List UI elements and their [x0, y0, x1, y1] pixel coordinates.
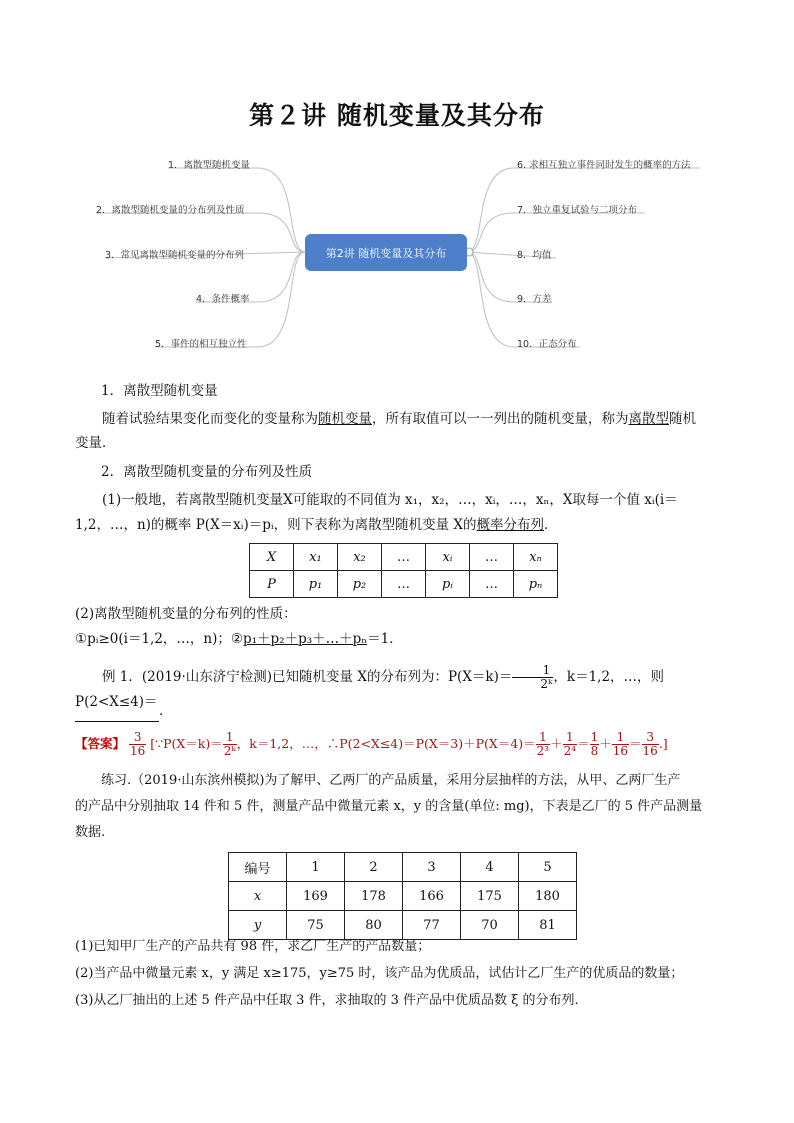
exercise-line-3: 数据. — [75, 825, 106, 840]
answer-line: 【答案】 $\frac{3}{16}$ [∵P(X＝k)＝ $\frac{1}{\text{2ᵏ}}$ ，k＝1,2，…，∴P(2<X≤4)＝P(X＝3)＋P(X＝4)＝ $\frac{1}{\text{2³}}$ ＋ $\frac{1}{\text{2⁴}}$ ＝ $\frac{1}{8}$ ＋ $\frac{1}{16}$ ＝ $\frac{3}{16}$ .] — [75, 730, 668, 758]
fraction: $\frac{1}{8}$ — [590, 730, 599, 758]
example-1: 例 1．(2019·山东济宁检测)已知随机变量 X的分布列为：P(X＝k)＝ $\frac{1}{\text{2ᵏ}}$ ，k＝1,2，…，则 P(2<X≤4)＝ — [75, 663, 665, 710]
mindmap-node-left-2: 2．离散型随机变量的分布列及性质 — [96, 205, 245, 216]
table-cell: 5 — [519, 853, 577, 882]
table-cell: 3 — [403, 853, 461, 882]
mindmap-node-left-1: 1．离散型随机变量 — [168, 160, 251, 171]
mindmap-node-left-4: 4．条件概率 — [196, 294, 250, 305]
question-2: (2)当产品中微量元素 x，y 满足 x≥175，y≥75 时，该产品为优质品，试估计乙厂生产的优质品的数量； — [75, 966, 684, 981]
section-2-p1: (1)一般地，若离散型随机变量X可能取的不同值为 x₁，x₂，…，xᵢ，…，xₙ，X取每一个值 xᵢ(i＝ — [102, 492, 678, 508]
mindmap-node-right-7: 7．独立重复试验与二项分布 — [517, 205, 638, 216]
table-cell: pₙ — [514, 571, 558, 598]
table-row — [250, 544, 558, 571]
table-cell: 75 — [287, 911, 345, 940]
table-cell: pᵢ — [426, 571, 470, 598]
table-cell: y — [229, 911, 287, 940]
table-cell: 178 — [345, 882, 403, 911]
table-row — [229, 853, 577, 882]
table-cell: … — [382, 571, 426, 598]
mindmap-center-node: 第2讲 随机变量及其分布 — [305, 234, 467, 271]
mindmap-node-right-9: 9．方差 — [517, 294, 552, 305]
table-cell: 77 — [403, 911, 461, 940]
table-cell: P — [250, 571, 294, 598]
question-1: (1)已知甲厂生产的产品共有 98 件，求乙厂生产的产品数量； — [75, 939, 431, 954]
table-cell: 169 — [287, 882, 345, 911]
table-cell: xₙ — [514, 544, 558, 571]
mindmap-node-right-10: 10．正态分布 — [517, 339, 577, 350]
data-table — [228, 852, 577, 940]
table-cell: p₁ — [294, 571, 338, 598]
question-3: (3)从乙厂抽出的上述 5 件产品中任取 3 件，求抽取的 3 件产品中优质品数 ξ 的分布列. — [75, 993, 579, 1008]
mindmap-node-right-6: 6. 求相互独立事件同时发生的概率的方法 — [517, 160, 691, 171]
table-cell: 1 — [287, 853, 345, 882]
fraction: $\frac{1}{\text{2³}}$ — [536, 730, 550, 758]
table-row — [229, 882, 577, 911]
answer-blank — [75, 707, 159, 722]
table-cell: … — [470, 544, 514, 571]
fraction: $\frac{1}{\text{2⁴}}$ — [563, 730, 577, 758]
table-cell: x₁ — [294, 544, 338, 571]
table-cell: 4 — [461, 853, 519, 882]
fraction: $\frac{1}{\text{2ᵏ}}$ — [512, 664, 553, 691]
section-1-paragraph-end: 变量． — [75, 435, 116, 451]
table-cell: 80 — [345, 911, 403, 940]
table-cell: 编号 — [229, 853, 287, 882]
mindmap-node-left-3: 3．常见离散型随机变量的分布列 — [105, 250, 245, 261]
table-cell: p₂ — [338, 571, 382, 598]
table-cell: 180 — [519, 882, 577, 911]
fraction: $\frac{3}{16}$ — [130, 730, 146, 758]
exercise-line-1: 练习.（2019·山东滨州模拟)为了解甲、乙两厂的产品质量，采用分层抽样的方法，从甲、乙两厂生产 — [101, 773, 681, 788]
section-1-paragraph: 随着试验结果变化而变化的变量称为随机变量，所有取值可以一一列出的随机变量，称为离散型随机 — [102, 411, 696, 427]
mindmap-node-right-8: 8．均值 — [517, 250, 552, 261]
table-cell: X — [250, 544, 294, 571]
example-answer-blank: ． — [75, 700, 735, 722]
page-title: 第２讲 随机变量及其分布 — [249, 101, 545, 130]
table-cell: 81 — [519, 911, 577, 940]
section-1-heading: 1．离散型随机变量 — [101, 383, 218, 399]
table-cell: xᵢ — [426, 544, 470, 571]
section-2-p4: ①pᵢ≥0(i＝1,2，…，n)；②p₁＋p₂＋p₃＋…＋pₙ＝1． — [75, 631, 403, 647]
table-cell: 175 — [461, 882, 519, 911]
fraction: $\frac{1}{16}$ — [612, 730, 629, 758]
table-cell: x₂ — [338, 544, 382, 571]
fraction: $\frac{1}{\text{2ᵏ}}$ — [223, 730, 236, 758]
mindmap-node-left-5: 5．事件的相互独立性 — [155, 339, 247, 350]
fraction: $\frac{3}{16}$ — [642, 730, 658, 758]
distribution-table — [249, 543, 558, 598]
table-cell: 166 — [403, 882, 461, 911]
table-cell: 70 — [461, 911, 519, 940]
table-cell: x — [229, 882, 287, 911]
exercise-line-2: 的产品中分别抽取 14 件和 5 件，测量产品中微量元素 x，y 的含量(单位: mg)，下表是乙厂的 5 件产品测量 — [75, 799, 703, 814]
section-2-p3: (2)离散型随机变量的分布列的性质： — [75, 606, 297, 622]
mindmap-connectors — [0, 0, 794, 380]
table-row — [250, 571, 558, 598]
table-cell: 2 — [345, 853, 403, 882]
section-2-p2: 1,2，…，n)的概率 P(X＝xᵢ)＝pᵢ，则下表称为离散型随机变量 X的概率分布列． — [75, 517, 558, 533]
table-cell: … — [470, 571, 514, 598]
section-2-heading: 2．离散型随机变量的分布列及性质 — [101, 464, 313, 480]
table-cell: … — [382, 544, 426, 571]
answer-tag: 【答案】 — [75, 736, 126, 751]
